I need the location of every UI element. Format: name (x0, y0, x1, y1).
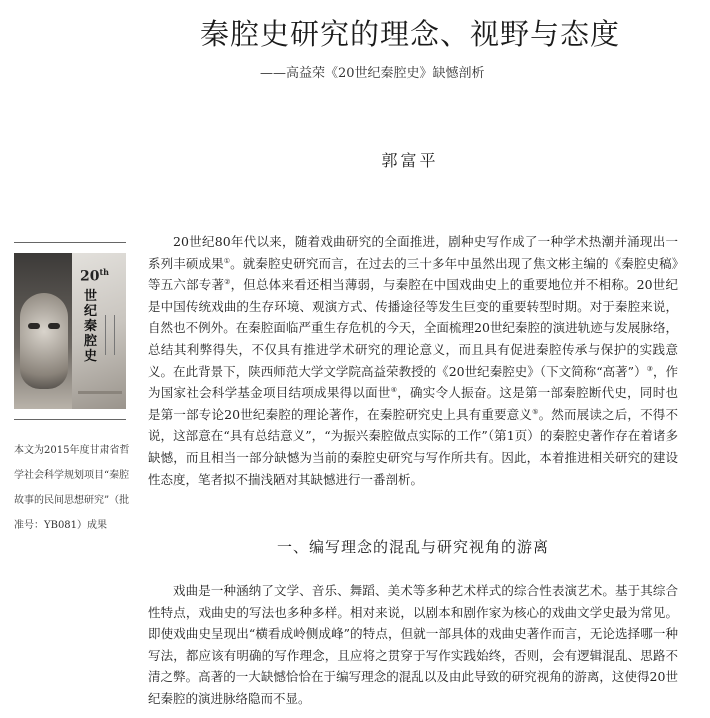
intro-text-3: ，但总体来看还相当薄弱，与秦腔在中国戏曲史上的重要地位并不相称。20世纪是中国传统戏曲的生存环境、观演方式、传播途径等发生巨变的重要转型时期。对于秦腔来说，自然也不例外。在秦腔面临严重生存危机的今天，全面梳理20世纪秦腔的演进轨迹与发展脉络，总结其利弊得失，不仅具有推进学术研究的理论意义，而且具有促进秦腔传承与保护的实践意义。在此背景下，陕西师范大学文学院高益荣教授的《20世纪秦腔史》（下文简称“高著”） (148, 277, 678, 379)
article-title: 秦腔史研究的理念、视野与态度 (199, 17, 620, 51)
footnote-ref-2[interactable]: ② (224, 278, 231, 287)
funding-note: 本文为2015年度甘肃省哲学社会科学规划项目“秦腔故事的民间思想研究”（批准号：YB081）成果 (14, 445, 130, 531)
intro-paragraph (148, 231, 678, 490)
footnote-ref-4[interactable]: ④ (390, 386, 398, 394)
article-subtitle: ——高益荣《20世纪秦腔史》缺憾剖析 (260, 66, 485, 81)
footnote-ref-5[interactable]: ⑤ (532, 407, 539, 416)
intro-text-5: ，确实令人振奋。这是第一部秦腔断代史，同时也是第一部专论20世纪秦腔的理论著作，在秦腔研究史上具有重要意义 (148, 385, 678, 422)
cover-title: 世纪秦腔史 (84, 289, 98, 364)
cover-20th-mark (80, 267, 109, 285)
mask-eye-left (28, 323, 40, 329)
sidebar-bottom-rule (14, 419, 126, 420)
intro-text-2: 。就秦腔史研究而言，在过去的三十多年中虽然出现了焦文彬主编的《秦腔史稿》等五六部专著 (148, 255, 678, 293)
intro-text-4: ，作为国家社会科学基金项目结项成果得以面世 (148, 363, 678, 401)
intro-text-1: 20世纪80年代以来，随着戏曲研究的全面推进，剧种史写作成了一种学术热潮并涌现出一系列丰硕成果 (148, 234, 678, 271)
author-name: 郭富平 (381, 151, 439, 170)
section-paragraph: 戏曲是一种涵纳了文学、音乐、舞蹈、美术等多种艺术样式的综合性表演艺术。基于其综合性特点，戏曲史的写法也多种多样。相对来说，以剧本和剧作家为核心的戏曲文学史最为常见。即使戏曲史呈现出“横看成岭侧成峰”的特点，但就一部具体的戏曲史著作而言，无论选择哪一种写法，都应该有明确的写作理念，且应将之贯穿于写作实践始终，否则，会有逻辑混乱、思路不清之弊。高著的一大缺憾恰恰在于编写理念的混乱以及由此导致的研究视角的游离，这使得20世纪秦腔的演进脉络隐而不显。 (148, 583, 678, 706)
footnote-ref-1[interactable]: ① (223, 256, 231, 265)
cover-author-line (105, 315, 115, 355)
footnote-ref-3[interactable]: ③ (646, 364, 653, 373)
sidebar-top-rule (14, 242, 126, 243)
intro-text-6: 。然而展读之后，不得不说，这部意在“具有总结意义”，“为振兴秦腔做点实际的工作”（第1页）的秦腔史著作存在着诸多缺憾，而且相当一部分缺憾为当前的秦腔史研究与写作所共有。因此，本着推进相关研究的建设性态度，笔者拟不揣浅陋对其缺憾进行一番剖析。 (148, 406, 678, 487)
cover-mark-suffix: th (99, 267, 109, 277)
cover-publisher-line (78, 391, 122, 394)
cover-mark-number: 20 (80, 268, 100, 285)
section-heading: 一、编写理念的混乱与研究视角的游离 (276, 538, 549, 556)
mask-eye-right (48, 323, 60, 329)
book-cover-image (14, 253, 126, 409)
opera-mask-figure (20, 293, 68, 389)
